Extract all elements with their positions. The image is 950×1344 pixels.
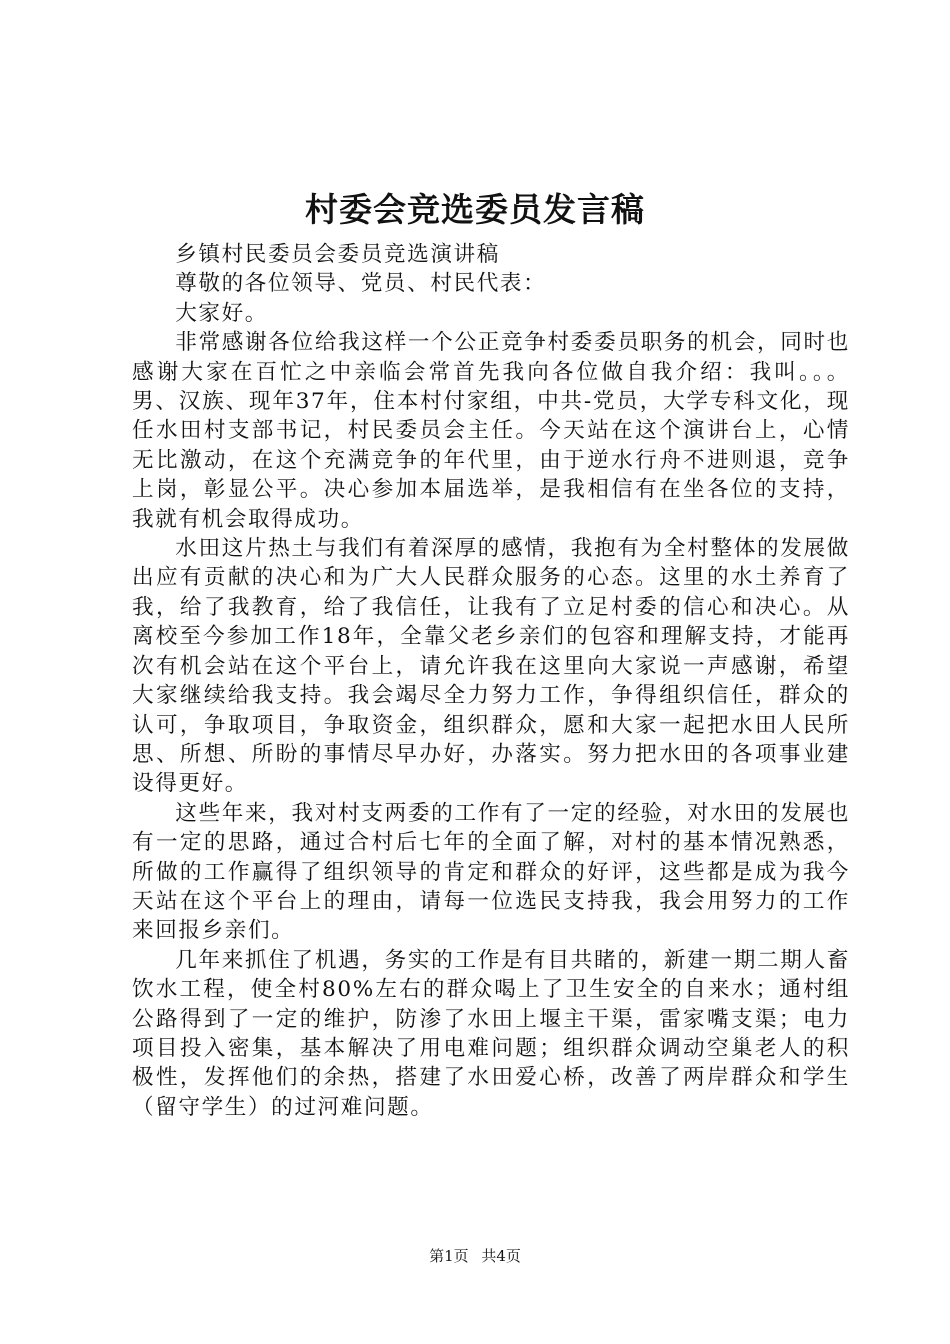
paragraph-salutation: 尊敬的各位领导、党员、村民代表： [175, 271, 547, 297]
page-total: 共4页 [481, 1247, 521, 1265]
page-number: 第1页 [429, 1247, 469, 1265]
page-footer [0, 1245, 950, 1266]
paragraph-commitment: 水田这片热土与我们有着深厚的感情，我抱有为全村整体的发展做出应有贡献的决心和为广大人民群众服务的心态。这里的水土养育了我，给了我教育，给了我信任，让我有了立足村委的信心和决心。从离校至今参加工作18年，全靠父老乡亲们的包容和理解支持，才能再次有机会站在这个平台上，请允许我在这里向大家说一声感谢，希望大家继续给我支持。我会竭尽全力努力工作，争得组织信任，群众的认可，争取项目，争取资金，组织群众，愿和大家一起把水田人民所思、所想、所盼的事情尽早办好，办落实。努力把水田的各项事业建设得更好。 [132, 536, 850, 797]
paragraph-subtitle: 乡镇村民委员会委员竞选演讲稿 [175, 242, 500, 267]
paragraph-introduction: 非常感谢各位给我这样一个公正竞争村委委员职务的机会，同时也感谢大家在百忙之中亲临会常首先我向各位做自我介绍：我叫。。。男、汉族、现年37年，住本村付家组，中共-党员，大学专科文化，现任水田村支部书记，村民委员会主任。今天站在这个演讲台上，心情无比激动，在这个充满竞争的年代里，由于逆水行舟不进则退，竞争上岗，彰显公平。决心参加本届选举，是我相信有在坐各位的支持，我就有机会取得成功。 [132, 330, 850, 532]
document-body [132, 240, 850, 1122]
paragraph-achievements: 几年来抓住了机遇，务实的工作是有目共睹的，新建一期二期人畜饮水工程，使全村80%左右的群众喝上了卫生安全的自来水；通村组公路得到了一定的维护，防渗了水田上堰主干渠，雷家嘴支渠；电力项目投入密集，基本解决了用电难问题；组织群众调动空巢老人的积极性，发挥他们的余热，搭建了水田爱心桥，改善了两岸群众和学生（留守学生）的过河难问题。 [132, 947, 850, 1120]
document-title: 村委会竞选委员发言稿 [305, 190, 645, 229]
paragraph-greeting: 大家好。 [175, 300, 268, 326]
paragraph-experience: 这些年来，我对村支两委的工作有了一定的经验，对水田的发展也有一定的思路，通过合村后七年的全面了解，对村的基本情况熟悉，所做的工作赢得了组织领导的肯定和群众的好评，这些都是成为我今天站在这个平台上的理由，请每一位选民支持我，我会用努力的工作来回报乡亲们。 [132, 800, 850, 944]
